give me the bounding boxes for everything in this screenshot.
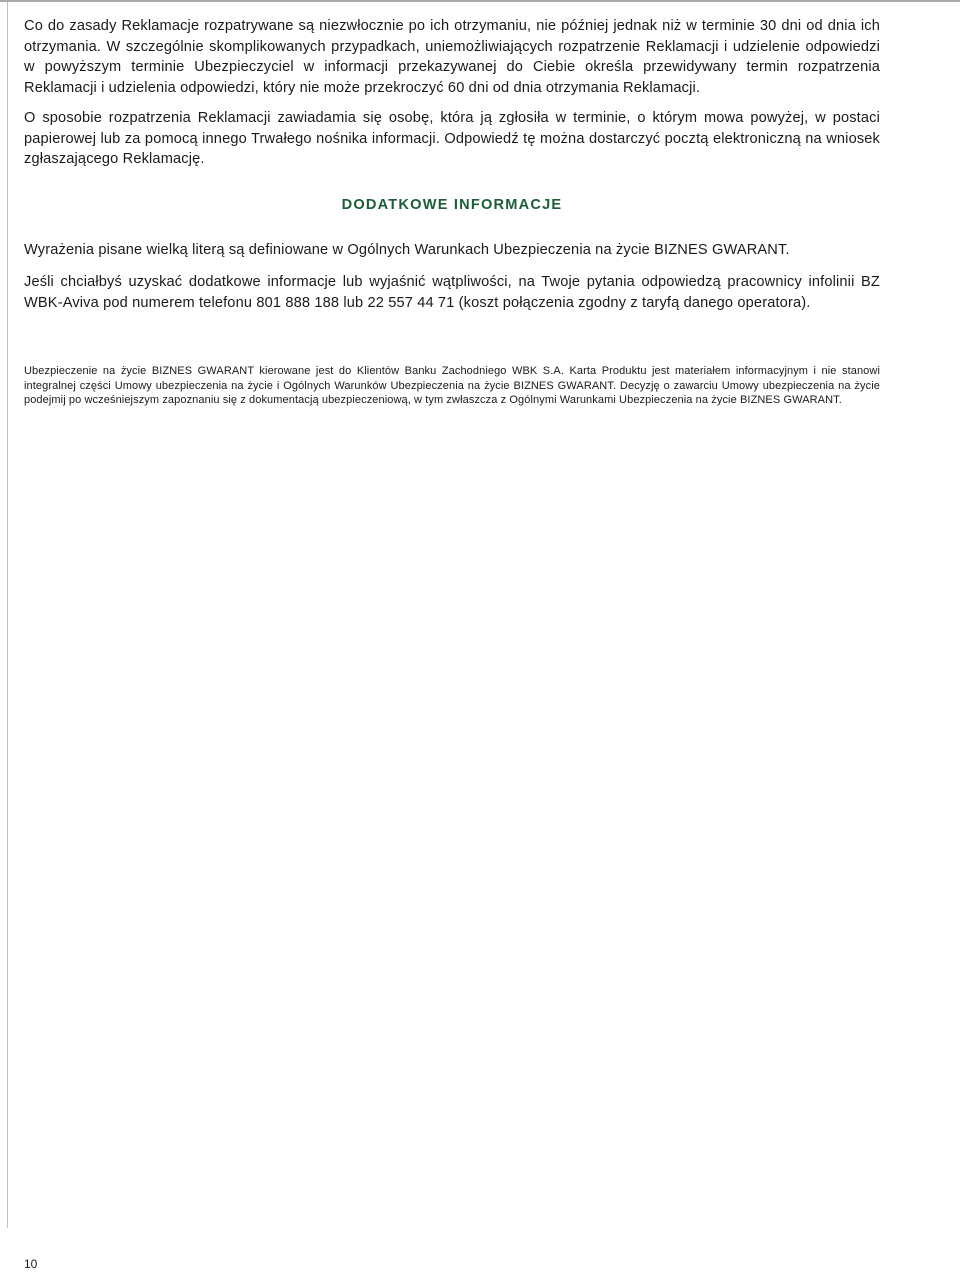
contact-paragraph: Jeśli chciałbyś uzyskać dodatkowe informacje lub wyjaśnić wątpliwości, na Twoje pytania odpowiedzą pracownicy infolinii BZ WBK-Aviva pod numerem telefonu 801 888 188 lub 22 557 44 71 (koszt połączenia zgodny z taryfą danego operatora). (24, 274, 880, 311)
section-heading-additional-info: DODATKOWE INFORMACJE (341, 196, 563, 213)
top-border-line (0, 0, 960, 2)
legal-footnote: Ubezpieczenie na życie BIZNES GWARANT kierowane jest do Klientów Banku Zachodniego WBK S.A. Karta Produktu jest materiałem informacyjnym i nie stanowi integralnej części Umowy ubezpieczenia na życie i Ogólnych Warunków Ubezpieczenia na życie BIZNES GWARANT. Decyzję o zawarciu Umowy ubezpieczenia na życie podejmij po wcześniejszym zapoznaniu się z dokumentacją ubezpieczeniową, w tym zwłaszcza z Ogólnymi Warunkami Ubezpieczenia na życie BIZNES GWARANT. (24, 365, 880, 407)
page-number: 10 (24, 1257, 38, 1271)
definitions-paragraph: Wyrażenia pisane wielką literą są definiowane w Ogólnych Warunkach Ubezpieczenia na życie BIZNES GWARANT. (24, 241, 790, 258)
complaint-deadline-paragraph: Co do zasady Reklamacje rozpatrywane są niezwłocznie po ich otrzymaniu, nie później jednak niż w terminie 30 dni od dnia ich otrzymania. W szczególnie skomplikowanych przypadkach, uniemożliwiających rozpatrzenie Reklamacji i udzielenie odpowiedzi w powyższym terminie Ubezpieczyciel w informacji przekazywanej do Ciebie określa przewidywany termin rozpatrzenia Reklamacji i udzielenia odpowiedzi, który nie może przekroczyć 60 dni od dnia otrzymania Reklamacji. (24, 18, 880, 96)
left-margin-line (7, 2, 8, 1228)
notification-method-paragraph: O sposobie rozpatrzenia Reklamacji zawiadamia się osobę, która ją zgłosiła w terminie, o którym mowa powyżej, w postaci papierowej lub za pomocą innego Trwałego nośnika informacji. Odpowiedź tę można dostarczyć pocztą elektroniczną na wniosek zgłaszającego Reklamację. (24, 110, 880, 167)
page-content (24, 16, 880, 408)
